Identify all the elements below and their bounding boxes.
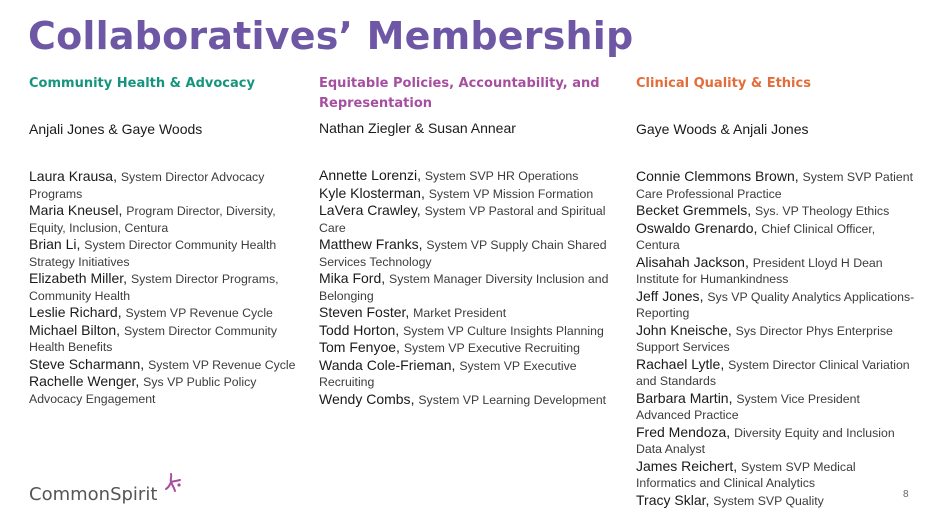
column-clinical-quality — [636, 74, 916, 509]
member-list — [319, 167, 619, 408]
member-entry: Barbara Martin, System Vice President Advanced Practice — [636, 389, 860, 422]
member-entry: Leslie Richard, System VP Revenue Cycle — [29, 304, 273, 320]
member-title: Chief Clinical Officer, Centura — [636, 221, 876, 252]
slide-title: Collaboratives’ Membership — [28, 14, 634, 58]
member-entry: Fred Mendoza, Diversity Equity and Inclusion Data Analyst — [636, 423, 895, 456]
member-name: Steve Scharmann — [29, 355, 141, 372]
member-name: Wanda Cole-Frieman — [319, 356, 452, 373]
member-entry: Elizabeth Miller, System Director Programs, Community Health — [29, 270, 279, 303]
member-title: System VP Mission Formation — [428, 186, 594, 201]
member-entry: Maria Kneusel, Program Director, Diversity, Equity, Inclusion, Centura — [29, 202, 276, 235]
member-entry: Tom Fenyoe, System VP Executive Recruiting — [319, 339, 580, 355]
column-heading: Clinical Quality & Ethics — [636, 76, 811, 91]
member-name: Laura Krausa — [29, 168, 114, 184]
member-entry: Rachael Lytle, System Director Clinical Variation and Standards — [636, 355, 910, 388]
member-name: Brian Li — [29, 236, 77, 252]
member-title: System SVP HR Operations — [424, 169, 579, 183]
member-name: Fred Mendoza — [636, 423, 727, 440]
member-name: Steven Foster — [319, 304, 406, 320]
member-entry: LaVera Crawley, System VP Pastoral and Spiritual Care — [319, 202, 606, 235]
member-title: System VP Learning Development — [418, 392, 607, 407]
member-name: Mika Ford — [319, 270, 382, 286]
commonspirit-logo — [29, 472, 199, 506]
member-name: Tom Fenyoe — [319, 339, 397, 355]
column-leads: Gaye Woods & Anjali Jones — [636, 121, 809, 137]
member-title: System VP Pastoral and Spiritual Care — [319, 204, 606, 235]
member-title: Market President — [413, 306, 507, 320]
member-entry: Oswaldo Grenardo, Chief Clinical Officer, Centura — [636, 219, 876, 252]
member-entry: Kyle Klosterman, System VP Mission Formation — [319, 184, 594, 201]
column-heading: Equitable Policies, Accountability, and Representation — [319, 76, 600, 111]
member-entry: Laura Krausa, System Director Advocacy Programs — [29, 168, 265, 201]
member-title: President Lloyd H Dean Institute for Humankindness — [636, 255, 883, 286]
member-name: Jeff Jones — [636, 287, 700, 304]
member-title: Program Director, Diversity, Equity, Inclusion, Centura — [29, 204, 276, 235]
page-number: 8 — [903, 489, 909, 500]
member-title: System SVP Patient Care Professional Practice — [636, 170, 914, 201]
member-list — [636, 168, 916, 509]
member-title: System VP Revenue Cycle — [125, 306, 273, 320]
member-name: Michael Bilton — [29, 321, 117, 338]
member-title: System Director Community Health Strategy Initiatives — [29, 238, 277, 269]
member-list — [29, 168, 301, 407]
member-title: System VP Executive Recruiting — [403, 341, 580, 355]
member-entry: Todd Horton, System VP Culture Insights Planning — [319, 321, 604, 338]
member-entry: Becket Gremmels, Sys. VP Theology Ethics — [636, 202, 890, 218]
member-entry: Matthew Franks, System VP Supply Chain Shared Services Technology — [319, 236, 607, 269]
member-entry: John Kneische, Sys Director Phys Enterprise Support Services — [636, 321, 893, 354]
member-entry: Steven Foster, Market President — [319, 304, 507, 320]
member-title: Sys VP Public Policy Advocacy Engagement — [29, 375, 257, 406]
member-name: Todd Horton — [319, 321, 396, 338]
member-title: System Manager Diversity Inclusion and Belonging — [319, 272, 609, 303]
member-name: Elizabeth Miller — [29, 270, 124, 286]
member-title: System Director Clinical Variation and Standards — [636, 357, 910, 388]
member-name: Kyle Klosterman — [319, 184, 421, 201]
member-name: Matthew Franks — [319, 236, 419, 252]
member-entry: Wanda Cole-Frieman, System VP Executive Recruiting — [319, 356, 577, 389]
column-leads: Anjali Jones & Gaye Woods — [29, 121, 203, 137]
member-title: System Director Programs, Community Health — [29, 272, 279, 303]
member-entry: Wendy Combs, System VP Learning Development — [319, 390, 607, 407]
member-entry: Mika Ford, System Manager Diversity Inclusion and Belonging — [319, 270, 609, 303]
member-name: John Kneische — [636, 321, 728, 338]
member-title: Sys Director Phys Enterprise Support Services — [636, 323, 893, 354]
member-name: Maria Kneusel — [29, 202, 119, 218]
member-name: LaVera Crawley — [319, 202, 417, 218]
member-title: System SVP Medical Informatics and Clinical Analytics — [636, 459, 856, 490]
member-name: Rachael Lytle — [636, 355, 721, 372]
member-entry: Tracy Sklar, System SVP Quality — [636, 491, 824, 508]
column-equitable-policies — [319, 74, 619, 408]
member-name: Leslie Richard — [29, 304, 118, 320]
member-title: System VP Executive Recruiting — [319, 358, 577, 389]
member-entry: Annette Lorenzi, System SVP HR Operations — [319, 167, 579, 183]
member-entry: Jeff Jones, Sys VP Quality Analytics Applications-Reporting — [636, 287, 915, 320]
member-name: Connie Clemmons Brown — [636, 168, 795, 184]
member-name: Oswaldo Grenardo — [636, 219, 754, 236]
member-name: Rachelle Wenger — [29, 373, 136, 389]
member-entry: Steve Scharmann, System VP Revenue Cycle — [29, 355, 296, 372]
member-title: System SVP Quality — [713, 493, 824, 508]
member-title: System VP Culture Insights Planning — [403, 323, 604, 338]
member-title: Sys. VP Theology Ethics — [755, 204, 890, 218]
column-heading: Community Health & Advocacy — [29, 76, 255, 91]
member-title: System Director Advocacy Programs — [29, 170, 265, 201]
member-name: Annette Lorenzi — [319, 167, 418, 183]
member-title: System Vice President Advanced Practice — [636, 391, 860, 422]
member-title: System VP Revenue Cycle — [148, 357, 296, 372]
member-name: James Reichert — [636, 457, 734, 474]
member-name: Tracy Sklar — [636, 491, 706, 508]
column-leads: Nathan Ziegler & Susan Annear — [319, 120, 516, 136]
member-title: System VP Supply Chain Shared Services Technology — [319, 238, 607, 269]
member-name: Wendy Combs — [319, 390, 411, 407]
member-entry: Rachelle Wenger, Sys VP Public Policy Advocacy Engagement — [29, 373, 257, 406]
spirit-mark-icon — [161, 472, 183, 494]
member-name: Becket Gremmels — [636, 202, 748, 218]
member-title: Sys VP Quality Analytics Applications-Reporting — [636, 289, 915, 320]
member-entry: Michael Bilton, System Director Community Health Benefits — [29, 321, 277, 354]
member-entry: James Reichert, System SVP Medical Informatics and Clinical Analytics — [636, 457, 856, 490]
member-entry: Brian Li, System Director Community Health Strategy Initiatives — [29, 236, 277, 269]
member-entry: Alisahah Jackson, President Lloyd H Dean Institute for Humankindness — [636, 253, 883, 286]
member-title: System Director Community Health Benefits — [29, 323, 277, 354]
column-community-health — [29, 74, 301, 407]
logo-text: CommonSpirit — [29, 484, 158, 505]
member-name: Barbara Martin — [636, 389, 729, 406]
member-name: Alisahah Jackson — [636, 253, 745, 270]
member-entry: Connie Clemmons Brown, System SVP Patient Care Professional Practice — [636, 168, 914, 201]
member-title: Diversity Equity and Inclusion Data Analyst — [636, 425, 895, 456]
